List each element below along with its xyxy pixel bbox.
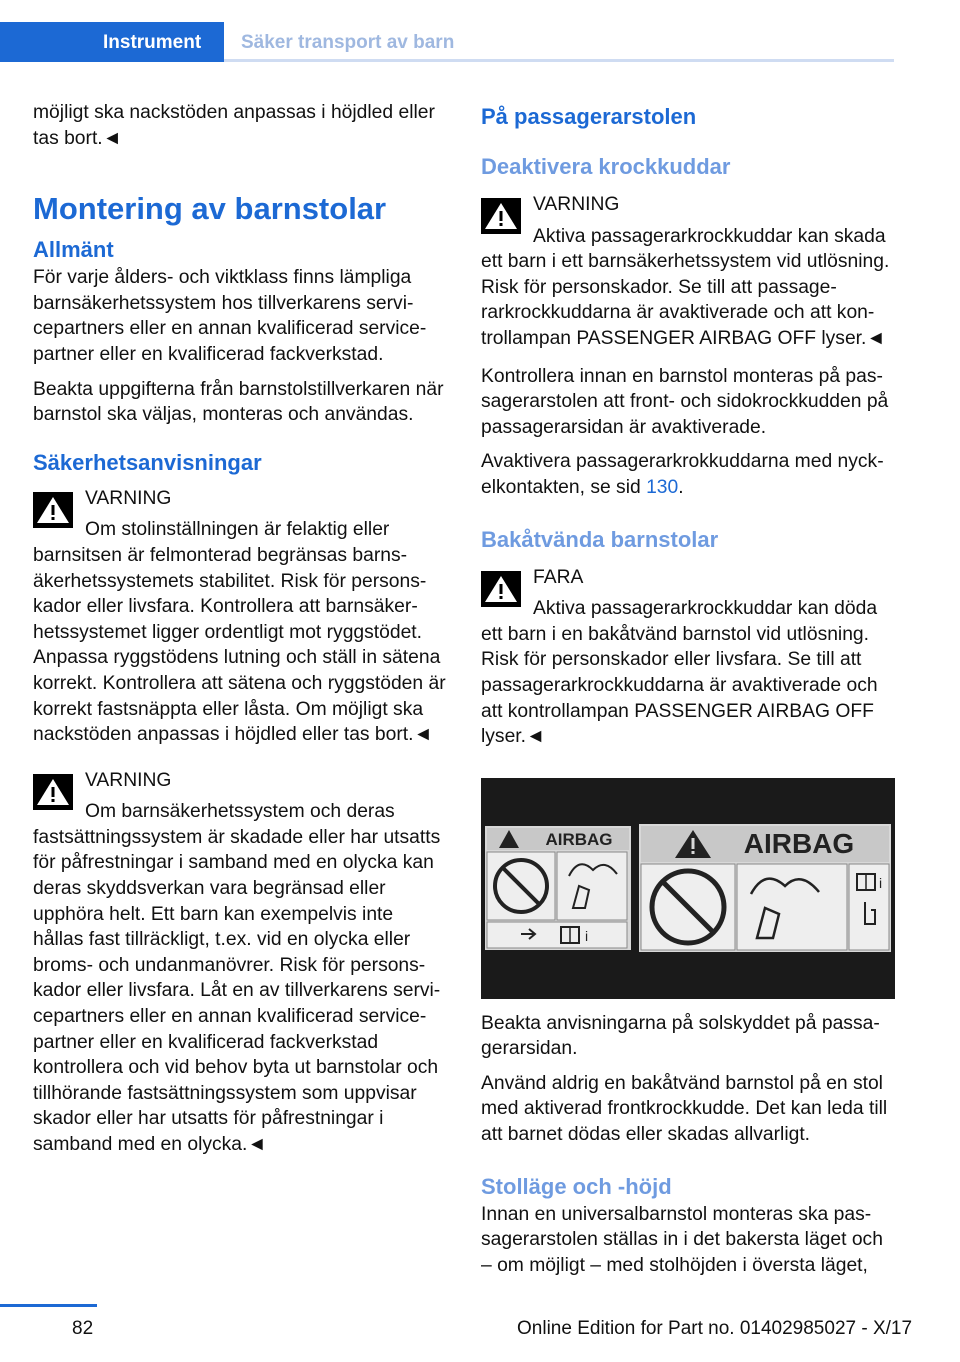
heading-general: Allmänt [33,237,114,263]
warning-text: Aktiva passagerarkrockkuddar kan skada ett barn i ett barnsäkerhetssystem vid utlösning. Risk för personskador. Se till att passagerarkrockkuddarna är avaktiverade och att kontrollampan PASSENGER AIRBAG OFF lyser.◄ [481,225,890,349]
warning-triangle-icon [33,492,73,528]
check-paragraph: Kontrollera innan en barnstol monteras på passagerarstolen att front- och sidokrockkudden på passagerarsidan är avaktiverade. [481,365,889,438]
heading-seat-position: Stolläge och -höjd [481,1173,672,1199]
warning-triangle-icon [481,571,521,607]
heading-rear-facing: Bakåtvända barnstolar [481,526,719,552]
left-column [33,100,447,1158]
section-header-label: Säker transport av barn [241,32,455,53]
deactivate-paragraph [481,449,895,500]
intro-paragraph: möjligt ska nackstöden anpassas i höjdled eller tas bort.◄ [33,102,435,149]
page-title: Montering av barnstolar [33,191,387,227]
header-underline [224,59,894,62]
warning-block-3 [481,192,895,352]
general-paragraph-2: Beakta uppgifterna från barnstolstillverkaren när barnstol ska väljas, monteras och användas. [33,378,444,426]
heading-safety: Säkerhetsanvisningar [33,449,262,475]
large-label-airbag-text: AIRBAG [743,827,855,859]
chapter-tab[interactable] [0,22,224,62]
warning-triangle-icon [481,198,521,234]
position-paragraph: Innan en universalbarnstol monteras ska passagerarstolen ställas in i det bakersta läget och – om möjligt – med stolhöjden i översta läget, [481,1203,883,1276]
edition-note: Online Edition for Part no. 01402985027 - X/17 [517,1318,913,1339]
page-link[interactable]: 130 [646,476,679,498]
airbag-label-illustration [481,778,895,999]
danger-label: FARA [533,566,584,588]
general-paragraph-1: För varje ålders- och viktklass finns lämpliga barnsäkerhetssystem hos tillverkarens servicepartners eller en annan kvalificerad servicepartner eller en kvalificerad fackverkstad. [33,267,427,365]
info-i-icon-large: i [879,874,883,891]
heading-deactivate-airbags: Deaktivera krockkuddar [481,154,731,179]
warning-triangle-icon [33,774,73,810]
footer-rule [0,1304,97,1307]
warning-block-1 [33,486,447,748]
warning-text: Om stolinställningen är felaktig eller barnsitsen är felmonterad begränsas barnsäkerhetssystemets stabilitet. Risk för personskador eller livsfara. Kontrollera att barnsäkerhetssystemet ligger ordentligt mot ryggstödet. Anpassa ryggstödens lutning och ställ in sätena korrekt. Kontrollera att sätena och ryggstöden är korrekt fastsnäppta eller låsta. Om möjligt ska nackstöden anpassas i höjdled eller tas bort.◄ [33,519,446,746]
section-header [224,22,894,62]
chapter-tab-label: Instrument [103,32,202,53]
right-column [481,100,895,1278]
warning-label: VARNING [533,194,620,215]
warning-text: Om barnsäkerhetssystem och deras fastsättningssystem är skadade eller har utsatts för påfrestningar i samband med en olycka kan deras skyddsverkan vara begränsad eller upphöra helt. Ett barn kan exempelvis inte hållas fast tillräckligt, t.ex. vid en olycka eller broms- och undanmanövrer. Risk för personskador eller livsfara. Låt en av tillverkarens servicepartners eller en annan kvalificerad servicepartner eller en kvalificerad fackverkstad kontrollera och vid behov byta ut barnstolar och tillhörande fastsättningssystem som uppvisar skador eller har utsatts för påfrestningar i samband med en olycka.◄ [33,801,441,1155]
airbag-label-photo [481,778,895,999]
note-paragraph-1: Beakta anvisningarna på solskyddet på passagerarsidan. [481,1012,880,1060]
page-number: 82 [72,1318,94,1339]
note-paragraph-2: Använd aldrig en bakåtvänd barnstol på en stol med aktiverad frontkrockkudde. Det kan leda till att barnet dödas eller skadas allvarligt. [481,1072,888,1146]
danger-block [481,565,895,750]
warning-block-2 [33,768,447,1158]
warning-label: VARNING [85,769,172,791]
warning-label: VARNING [85,487,172,509]
danger-text: Aktiva passagerarkrockkuddar kan döda ett barn i en bakåtvänd barnstol vid utlösning. Risk för personskador eller livsfara. Se till att passagerarkrockkuddarna är avaktiverade och att kontrollampan PASSENGER AIRBAG OFF lyser.◄ [481,598,878,748]
heading-passenger-seat: På passagerarstolen [481,104,697,129]
deactivate-text: Avaktivera passagerarkrokkuddarna med nyckelkontakten, se sid [481,451,884,498]
small-label-airbag-text: AIRBAG [545,829,613,849]
deactivate-text-end: . [678,476,684,498]
info-i-icon: i [585,927,589,944]
